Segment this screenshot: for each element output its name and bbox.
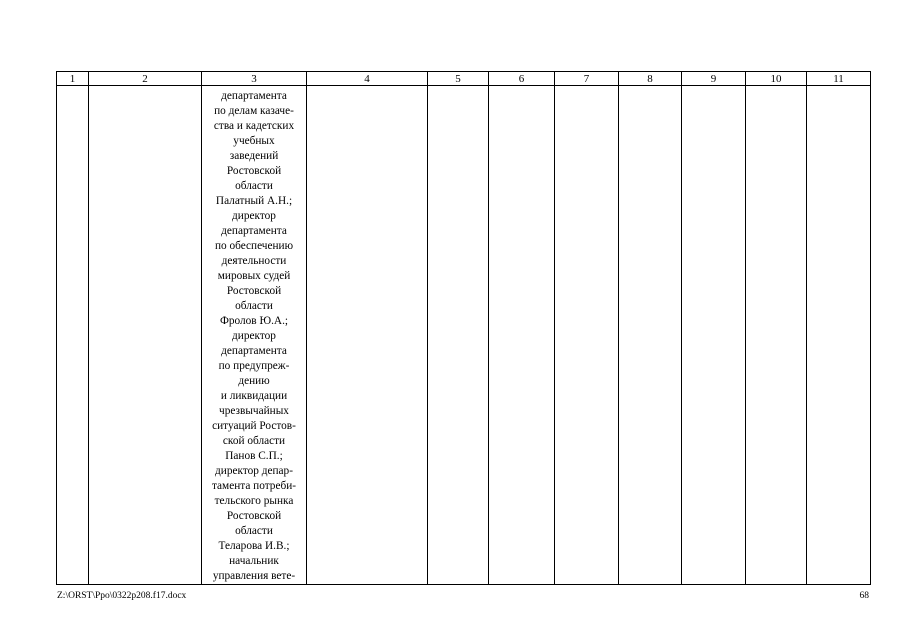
text-line: Ростовской [226,165,282,177]
column-header-1: 1 [57,72,89,86]
text-line: деятельности [221,255,287,267]
cell-col-1 [57,86,89,585]
column-header-6: 6 [489,72,555,86]
column-header-10: 10 [746,72,807,86]
text-line: чрезвычайных [219,405,289,417]
column-header-8: 8 [619,72,682,86]
column-header-7: 7 [555,72,619,86]
text-line: по делам казаче- [214,105,294,117]
text-line: ситуаций Ростов- [212,420,296,432]
table-row [57,86,871,585]
text-line: тельского рынка [214,495,294,507]
footer-file-path: Z:\ORST\Ppo\0322p208.f17.docx [57,591,187,601]
cell-col-10 [746,86,807,585]
text-line: управления вете- [212,570,296,582]
header-row [57,72,871,86]
cell-col-2 [89,86,202,585]
document-table [56,71,871,585]
text-line: ской области [222,435,286,447]
text-line: области [235,180,273,192]
text-line: начальник [229,555,279,567]
cell-col-3 [202,86,307,585]
text-line: дению [238,375,270,387]
text-line: Теларова И.В.; [218,540,290,552]
cell-col-7 [555,86,619,585]
text-line: области [235,525,273,537]
cell-col-4 [307,86,428,585]
footer-page-number: 68 [859,591,869,601]
cell-col-8 [619,86,682,585]
responsible-persons-text [202,86,306,584]
cell-col-5 [428,86,489,585]
column-header-11: 11 [807,72,871,86]
column-header-9: 9 [682,72,746,86]
cell-col-9 [682,86,746,585]
text-line: департамента [221,345,287,357]
text-line: Ростовской [226,285,282,297]
text-line: учебных [233,135,275,147]
column-header-5: 5 [428,72,489,86]
text-line: по предупреж- [218,360,290,372]
text-line: директор [232,210,276,222]
column-header-3: 3 [202,72,307,86]
text-line: директор [232,330,276,342]
text-line: Фролов Ю.А.; [219,315,289,327]
text-line: тамента потреби- [211,480,297,492]
text-line: директор депар- [215,465,293,477]
text-line: заведений [229,150,279,162]
text-line: по обеспечению [214,240,294,252]
column-header-2: 2 [89,72,202,86]
cell-col-6 [489,86,555,585]
cell-col-11 [807,86,871,585]
text-line: департамента [221,225,287,237]
column-header-4: 4 [307,72,428,86]
text-line: и ликвидации [220,390,288,402]
text-line: ства и кадетских [213,120,295,132]
text-line: мировых судей [217,270,291,282]
text-line: Палатный А.Н.; [215,195,293,207]
text-line: департамента [221,90,287,102]
text-line: области [235,300,273,312]
text-line: Панов С.П.; [225,450,283,462]
text-line: Ростовской [226,510,282,522]
